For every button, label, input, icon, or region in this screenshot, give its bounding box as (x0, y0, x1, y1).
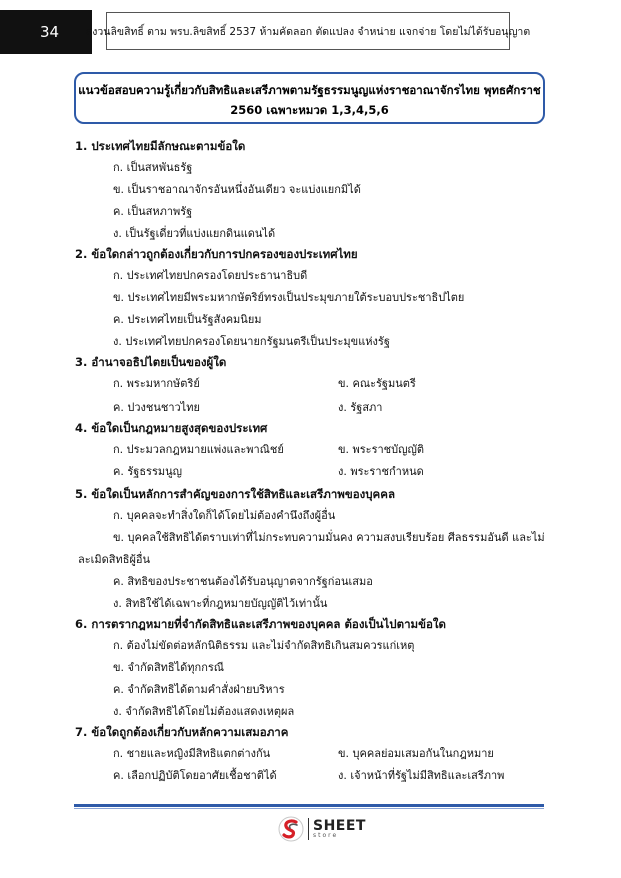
q2-option-c: ค. ประเทศไทยเป็นรัฐสังคมนิยม (113, 313, 262, 326)
title-line-2: 2560 เฉพาะหมวด 1,3,4,5,6 (230, 103, 389, 117)
logo-subtext: store (313, 832, 339, 839)
question-3: 3. อำนาจอธิปไตยเป็นของผู้ใด (75, 355, 227, 369)
q5-option-d: ง. สิทธิใช้ได้เฉพาะที่กฎหมายบัญญัติไว้เท่านั้น (113, 597, 328, 610)
q7-option-c: ค. เลือกปฏิบัติโดยอาศัยเชื้อชาติได้ (113, 769, 277, 782)
q2-option-b: ข. ประเทศไทยมีพระมหากษัตริย์ทรงเป็นประมุขภายใต้ระบอบประชาธิปไตย (113, 291, 465, 304)
footer-divider-thin (74, 808, 544, 809)
q6-option-c: ค. จำกัดสิทธิได้ตามคำสั่งฝ่ายบริหาร (113, 683, 285, 696)
logo-separator (308, 818, 309, 840)
q3-option-d: ง. รัฐสภา (338, 401, 383, 414)
q6-option-a: ก. ต้องไม่ขัดต่อหลักนิติธรรม และไม่จำกัดสิทธิเกินสมควรแก่เหตุ (113, 639, 415, 652)
q5-option-c: ค. สิทธิของประชาชนต้องได้รับอนุญาตจากรัฐก่อนเสมอ (113, 575, 373, 588)
q5-option-b: ข. บุคคลใช้สิทธิได้ตราบเท่าที่ไม่กระทบความมั่นคง ความสงบเรียบร้อย ศีลธรรมอันดี และไม่ (113, 531, 545, 544)
logo-text (313, 819, 366, 839)
question-1: 1. ประเทศไทยมีลักษณะตามข้อใด (75, 139, 246, 153)
q3-option-a: ก. พระมหากษัตริย์ (113, 377, 200, 390)
question-5: 5. ข้อใดเป็นหลักการสำคัญของการใช้สิทธิและเสรีภาพของบุคคล (75, 487, 395, 501)
q4-option-a: ก. ประมวลกฎหมายแพ่งและพาณิชย์ (113, 443, 284, 456)
q4-option-b: ข. พระราชบัญญัติ (338, 443, 425, 456)
q3-option-b: ข. คณะรัฐมนตรี (338, 377, 416, 390)
q1-option-a: ก. เป็นสหพันธรัฐ (113, 161, 193, 174)
q1-option-d: ง. เป็นรัฐเดี่ยวที่แบ่งแยกดินแดนได้ (113, 227, 276, 240)
copyright-text: สงวนลิขสิทธิ์ ตาม พรบ.ลิขสิทธิ์ 2537 ห้ามคัดลอก ตัดแปลง จำหน่าย แจกจ่าย โดยไม่ได้รับอนุญาต (85, 25, 531, 38)
q2-option-a: ก. ประเทศไทยปกครองโดยประธานาธิบดี (113, 269, 308, 282)
sheet-logo-icon (278, 816, 304, 842)
logo-word: SHEET (313, 818, 366, 834)
q7-option-d: ง. เจ้าหน้าที่รัฐไม่มีสิทธิและเสรีภาพ (338, 769, 505, 782)
q3-option-c: ค. ปวงชนชาวไทย (113, 401, 200, 414)
q7-option-a: ก. ชายและหญิงมีสิทธิแตกต่างกัน (113, 747, 271, 760)
copyright-notice (85, 12, 531, 50)
page-number: 34 (40, 23, 60, 41)
question-2: 2. ข้อใดกล่าวถูกต้องเกี่ยวกับการปกครองของประเทศไทย (75, 247, 358, 261)
q4-option-c: ค. รัฐธรรมนูญ (113, 465, 183, 478)
question-6: 6. การตรากฎหมายที่จำกัดสิทธิและเสรีภาพของบุคคล ต้องเป็นไปตามข้อใด (75, 617, 446, 631)
question-7: 7. ข้อใดถูกต้องเกี่ยวกับหลักความเสมอภาค (75, 725, 289, 739)
q4-option-d: ง. พระราชกำหนด (338, 465, 424, 478)
footer-divider (74, 804, 544, 807)
sheet-store-logo (278, 815, 366, 843)
document-title (74, 72, 545, 124)
q1-option-c: ค. เป็นสหภาพรัฐ (113, 205, 193, 218)
q2-option-d: ง. ประเทศไทยปกครองโดยนายกรัฐมนตรีเป็นประมุขแห่งรัฐ (113, 335, 390, 348)
title-line-1: แนวข้อสอบความรู้เกี่ยวกับสิทธิและเสรีภาพตามรัฐธรรมนูญแห่งราชอาณาจักรไทย พุทธศักราช (78, 83, 541, 97)
q1-option-b: ข. เป็นราชอาณาจักรอันหนึ่งอันเดียว จะแบ่งแยกมิได้ (113, 183, 361, 196)
page-number-badge (0, 10, 92, 54)
q6-option-d: ง. จำกัดสิทธิได้โดยไม่ต้องแสดงเหตุผล (113, 705, 295, 718)
q7-option-b: ข. บุคคลย่อมเสมอกันในกฎหมาย (338, 747, 494, 760)
q5-option-b-continued: ละเมิดสิทธิผู้อื่น (78, 553, 151, 566)
q5-option-a: ก. บุคคลจะทำสิ่งใดก็ได้โดยไม่ต้องคำนึงถึงผู้อื่น (113, 509, 336, 522)
question-4: 4. ข้อใดเป็นกฎหมายสูงสุดของประเทศ (75, 421, 268, 435)
q6-option-b: ข. จำกัดสิทธิได้ทุกกรณี (113, 661, 224, 674)
